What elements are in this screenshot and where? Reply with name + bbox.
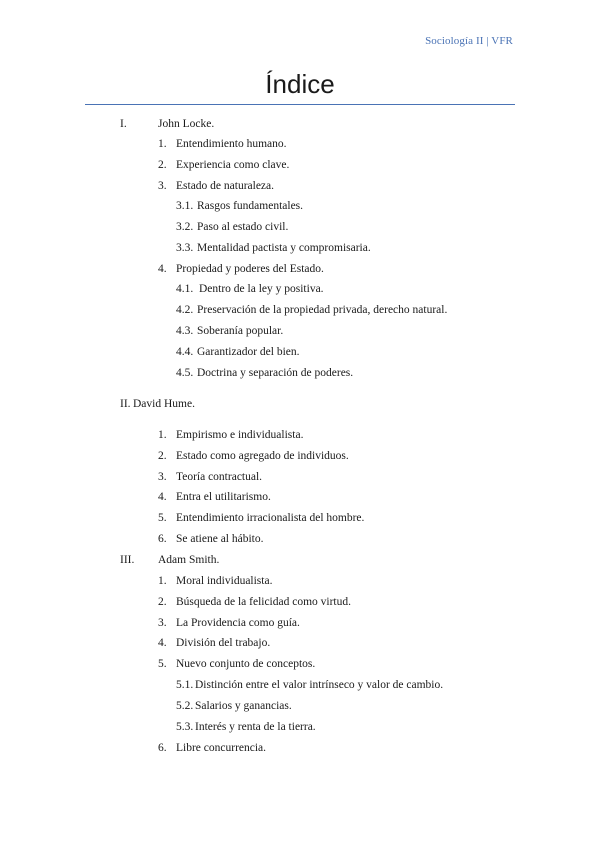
toc-item-label: Moral individualista. [176, 575, 273, 587]
toc-subitem-label: Salarios y ganancias. [195, 700, 292, 712]
toc-item-number: 6. [158, 533, 167, 545]
toc-subitem-label: Dentro de la ley y positiva. [199, 283, 324, 295]
toc-subitem-number: 5.2. [176, 700, 194, 712]
toc-item-label: Búsqueda de la felicidad como virtud. [176, 596, 352, 608]
toc-item-label: Propiedad y poderes del Estado. [176, 263, 324, 275]
toc-item-number: 4. [158, 637, 167, 649]
toc-item-label: Nuevo conjunto de conceptos. [176, 658, 316, 670]
toc-item-label: Estado como agregado de individuos. [176, 450, 349, 462]
toc-subitem-label: Garantizador del bien. [197, 346, 300, 358]
toc-subitem-number: 3.3. [176, 242, 194, 254]
toc-subitem-label: Soberanía popular. [197, 325, 284, 337]
toc-item-number: 2. [158, 159, 167, 171]
toc-subitem-number: 4.2. [176, 304, 194, 316]
toc-item-label: Entendimiento humano. [176, 138, 287, 150]
toc-item-number: 5. [158, 512, 167, 524]
toc-subitem-label: Paso al estado civil. [197, 221, 289, 233]
toc-section-title: David Hume. [133, 398, 195, 410]
toc-item-number: 5. [158, 658, 167, 670]
toc-item-number: 3. [158, 180, 167, 192]
toc-item-label: División del trabajo. [176, 637, 271, 649]
toc-subitem-label: Preservación de la propiedad privada, derecho natural. [197, 304, 448, 316]
toc-item-number: 2. [158, 596, 167, 608]
toc-subitem-number: 4.4. [176, 346, 194, 358]
toc-section-number: I. [120, 118, 127, 130]
toc-subitem-number: 5.3. [176, 721, 194, 733]
toc-subitem-number: 3.2. [176, 221, 194, 233]
toc-item-number: 3. [158, 617, 167, 629]
toc-subitem-label: Mentalidad pactista y compromisaria. [197, 242, 371, 254]
toc-item-number: 6. [158, 742, 167, 754]
toc-subitem-label: Rasgos fundamentales. [197, 200, 304, 212]
toc-subitem-number: 5.1. [176, 679, 194, 691]
toc-item-number: 4. [158, 263, 167, 275]
toc-item-number: 1. [158, 575, 167, 587]
toc-section-number: III. [120, 554, 135, 566]
toc-item-label: La Providencia como guía. [176, 617, 300, 629]
toc-section-number: II. [120, 398, 131, 410]
toc-section-title: John Locke. [158, 118, 215, 130]
toc-subitem-label: Doctrina y separación de poderes. [197, 367, 354, 379]
toc-item-number: 3. [158, 471, 167, 483]
toc-subitem-number: 4.1. [176, 283, 194, 295]
toc-item-label: Teoría contractual. [176, 471, 263, 483]
toc-section-title: Adam Smith. [158, 554, 220, 566]
toc-subitem-number: 4.5. [176, 367, 194, 379]
toc-subitem-number: 3.1. [176, 200, 194, 212]
toc-item-number: 1. [158, 429, 167, 441]
toc-item-label: Empirismo e individualista. [176, 429, 304, 441]
toc-subitem-number: 4.3. [176, 325, 194, 337]
toc-item-number: 1. [158, 138, 167, 150]
toc-item-label: Entendimiento irracionalista del hombre. [176, 512, 365, 524]
toc-item-number: 4. [158, 491, 167, 503]
running-header: Sociología II | VFR [425, 35, 513, 47]
toc-subitem-label: Interés y renta de la tierra. [195, 721, 316, 733]
toc-item-number: 2. [158, 450, 167, 462]
toc-item-label: Estado de naturaleza. [176, 180, 275, 192]
toc-item-label: Entra el utilitarismo. [176, 491, 271, 503]
toc-item-label: Libre concurrencia. [176, 742, 267, 754]
toc-subitem-label: Distinción entre el valor intrínseco y valor de cambio. [195, 679, 444, 691]
toc-item-label: Experiencia como clave. [176, 159, 290, 171]
page-title: Índice [265, 69, 335, 99]
toc-item-label: Se atiene al hábito. [176, 533, 264, 545]
